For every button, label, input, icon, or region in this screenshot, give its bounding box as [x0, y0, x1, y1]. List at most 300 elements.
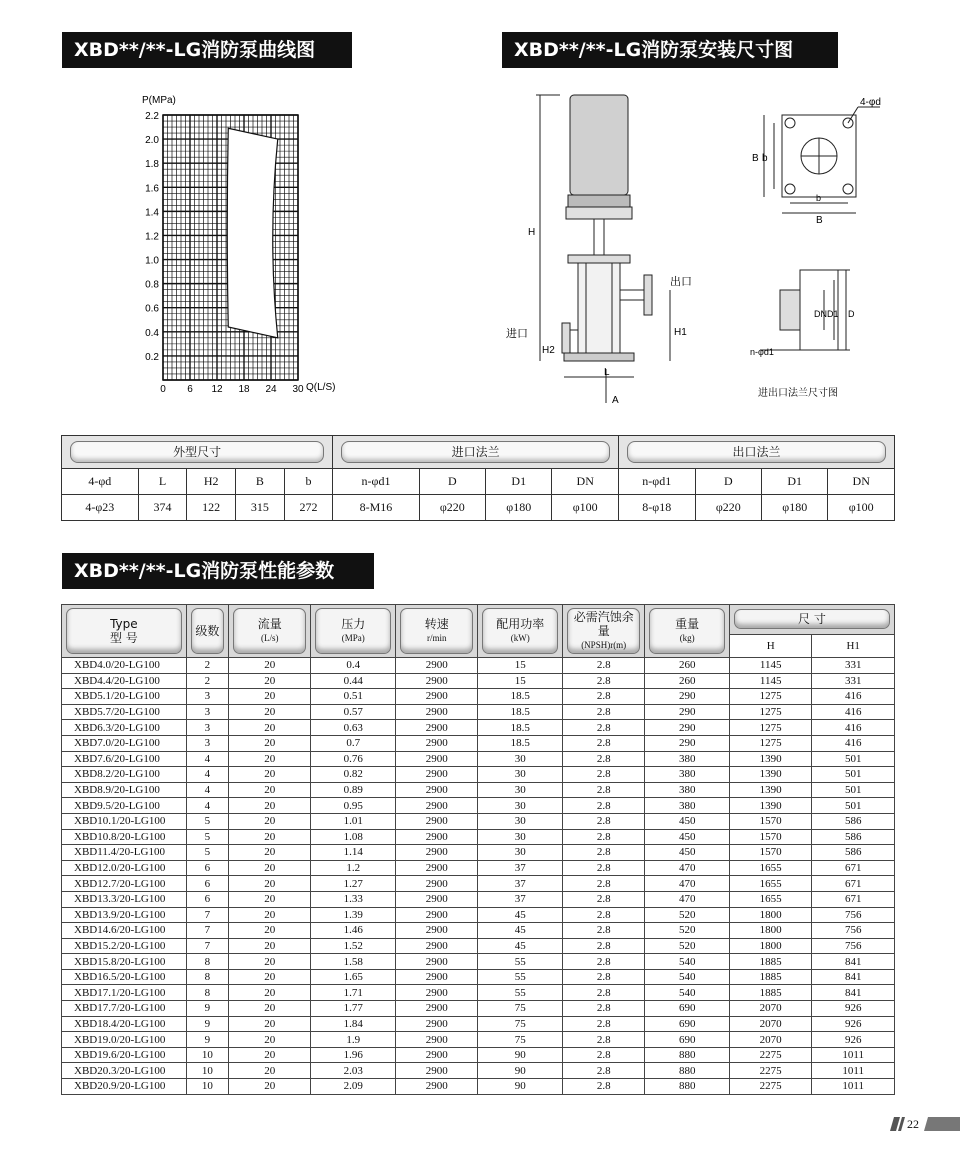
weight-header: 重量 (kg) — [649, 608, 725, 654]
table-cell: XBD8.9/20-LG100 — [62, 782, 187, 798]
table-cell: 2070 — [729, 1032, 811, 1048]
table-cell: 1011 — [812, 1079, 895, 1095]
dim-D1-label: D1 — [827, 309, 839, 319]
table-cell: 6 — [186, 891, 228, 907]
table-cell: 1275 — [729, 689, 811, 705]
table-cell: 1145 — [729, 673, 811, 689]
table-cell: 501 — [812, 751, 895, 767]
table-cell: 30 — [478, 782, 563, 798]
table-cell: 15 — [478, 673, 563, 689]
table-cell: 2.8 — [562, 907, 644, 923]
dim-b-label: b — [762, 153, 768, 164]
dim-value-cell: φ180 — [486, 495, 552, 521]
flange-holes-label: n-φd1 — [750, 347, 774, 357]
bolt-hole — [785, 118, 795, 128]
table-cell: 671 — [812, 876, 895, 892]
installation-drawing — [500, 85, 700, 415]
table-cell: XBD17.1/20-LG100 — [62, 985, 187, 1001]
table-cell: 260 — [645, 673, 730, 689]
table-cell: 18.5 — [478, 720, 563, 736]
table-row — [62, 829, 895, 845]
dim-H-label: H — [528, 227, 536, 238]
table-cell: 90 — [478, 1079, 563, 1095]
table-cell: 470 — [645, 860, 730, 876]
table-cell: 671 — [812, 891, 895, 907]
x-tick-label: 0 — [160, 384, 166, 395]
table-cell: 1.39 — [311, 907, 396, 923]
table-cell: 2.8 — [562, 689, 644, 705]
y-tick-label: 0.6 — [145, 303, 159, 315]
table-cell: 2900 — [395, 860, 477, 876]
table-cell: 20 — [228, 735, 310, 751]
table-cell: 37 — [478, 876, 563, 892]
page-number-tab — [890, 1117, 960, 1131]
table-row — [62, 1016, 895, 1032]
table-cell: 6 — [186, 876, 228, 892]
table-cell: 2.8 — [562, 829, 644, 845]
table-cell: 0.76 — [311, 751, 396, 767]
speed-header: 转速 r/min — [400, 608, 473, 654]
table-cell: 20 — [228, 1079, 310, 1095]
table-cell: XBD20.3/20-LG100 — [62, 1063, 187, 1079]
table-cell: XBD15.2/20-LG100 — [62, 938, 187, 954]
table-cell: 20 — [228, 938, 310, 954]
table-cell: 2900 — [395, 1016, 477, 1032]
table-cell: 2.8 — [562, 845, 644, 861]
table-cell: 2.8 — [562, 813, 644, 829]
table-cell: 2070 — [729, 1016, 811, 1032]
table-cell: 8 — [186, 954, 228, 970]
dim-value-cell: 315 — [236, 495, 285, 521]
table-cell: XBD4.4/20-LG100 — [62, 673, 187, 689]
table-cell: 8 — [186, 969, 228, 985]
table-cell: 880 — [645, 1079, 730, 1095]
outlet-label: 出口 — [670, 276, 692, 288]
dim-header-cell: B — [236, 469, 285, 495]
table-cell: 20 — [228, 876, 310, 892]
table-cell: 501 — [812, 798, 895, 814]
table-cell: 1800 — [729, 938, 811, 954]
table-cell: 1390 — [729, 767, 811, 783]
table-cell: 20 — [228, 891, 310, 907]
table-cell: 20 — [228, 954, 310, 970]
table-cell: 9 — [186, 1032, 228, 1048]
table-cell: 9 — [186, 1001, 228, 1017]
table-cell: 331 — [812, 673, 895, 689]
table-cell: XBD19.6/20-LG100 — [62, 1047, 187, 1063]
table-row — [62, 689, 895, 705]
table-cell: XBD9.5/20-LG100 — [62, 798, 187, 814]
table-cell: 470 — [645, 876, 730, 892]
table-cell: 926 — [812, 1032, 895, 1048]
holes-label: 4-φd — [860, 97, 881, 108]
dim-header-cell: n-φd1 — [618, 469, 695, 495]
table-cell: 671 — [812, 860, 895, 876]
table-cell: 2.8 — [562, 876, 644, 892]
table-cell: 20 — [228, 704, 310, 720]
table-cell: 20 — [228, 720, 310, 736]
dim-header-cell: DN — [828, 469, 895, 495]
table-cell: 1.01 — [311, 813, 396, 829]
table-cell: 2.8 — [562, 704, 644, 720]
table-cell: 2.8 — [562, 1032, 644, 1048]
table-cell: 540 — [645, 969, 730, 985]
dim-L-label: L — [604, 367, 610, 378]
table-cell: 2.8 — [562, 782, 644, 798]
group-outlet: 出口法兰 — [627, 441, 886, 463]
table-cell: 1390 — [729, 798, 811, 814]
table-cell: 290 — [645, 689, 730, 705]
dim-value-cell: 8-M16 — [333, 495, 419, 521]
table-cell: 2900 — [395, 954, 477, 970]
table-cell: 2.8 — [562, 720, 644, 736]
table-cell: 1.33 — [311, 891, 396, 907]
npsh-header: 必需汽蚀余量 (NPSH)r(m) — [567, 608, 640, 654]
table-cell: 2.8 — [562, 1079, 644, 1095]
table-cell: 1885 — [729, 954, 811, 970]
table-cell: 1275 — [729, 704, 811, 720]
dim-header-cell: b — [284, 469, 333, 495]
table-row — [62, 891, 895, 907]
table-cell: XBD5.1/20-LG100 — [62, 689, 187, 705]
table-row — [62, 658, 895, 674]
table-cell: 380 — [645, 751, 730, 767]
y-tick-label: 0.2 — [145, 351, 159, 363]
x-tick-label: 12 — [211, 384, 223, 395]
table-cell: 3 — [186, 704, 228, 720]
table-cell: 416 — [812, 720, 895, 736]
table-cell: 756 — [812, 938, 895, 954]
table-cell: 450 — [645, 813, 730, 829]
table-cell: 5 — [186, 845, 228, 861]
table-cell: XBD7.6/20-LG100 — [62, 751, 187, 767]
table-cell: 926 — [812, 1016, 895, 1032]
performance-section-title: XBD**/**-LG消防泵性能参数 — [62, 553, 374, 589]
motor-flange — [566, 207, 632, 219]
table-cell: 20 — [228, 751, 310, 767]
table-cell: 841 — [812, 954, 895, 970]
table-cell: 2 — [186, 658, 228, 674]
table-cell: 690 — [645, 1032, 730, 1048]
table-cell: 2900 — [395, 985, 477, 1001]
table-cell: 1.08 — [311, 829, 396, 845]
table-cell: 1275 — [729, 735, 811, 751]
performance-table — [61, 604, 895, 1095]
table-cell: 520 — [645, 938, 730, 954]
table-cell: 1655 — [729, 891, 811, 907]
table-row — [62, 938, 895, 954]
flange-caption: 进出口法兰尺寸图 — [758, 388, 838, 399]
table-row — [62, 876, 895, 892]
table-cell: 20 — [228, 1016, 310, 1032]
table-cell: 20 — [228, 860, 310, 876]
x-axis-label: Q(L/S) — [306, 382, 336, 393]
table-cell: 756 — [812, 923, 895, 939]
table-cell: 18.5 — [478, 735, 563, 751]
dim-header-cell: DN — [552, 469, 618, 495]
table-cell: 20 — [228, 689, 310, 705]
table-cell: 690 — [645, 1016, 730, 1032]
table-cell: 4 — [186, 798, 228, 814]
table-cell: 0.44 — [311, 673, 396, 689]
table-cell: 75 — [478, 1032, 563, 1048]
table-cell: 0.4 — [311, 658, 396, 674]
dim-value-row — [62, 495, 895, 521]
operating-region — [227, 128, 278, 338]
table-cell: 7 — [186, 938, 228, 954]
table-cell: 380 — [645, 767, 730, 783]
table-cell: 2900 — [395, 938, 477, 954]
table-row — [62, 860, 895, 876]
x-tick-label: 30 — [292, 384, 304, 395]
dim-value-cell: 4-φ23 — [62, 495, 139, 521]
table-cell: 0.95 — [311, 798, 396, 814]
table-cell: 0.57 — [311, 704, 396, 720]
table-cell: XBD13.3/20-LG100 — [62, 891, 187, 907]
table-cell: 8 — [186, 985, 228, 1001]
table-cell: 18.5 — [478, 689, 563, 705]
dim-value-cell: φ180 — [762, 495, 828, 521]
table-cell: 90 — [478, 1063, 563, 1079]
table-cell: 30 — [478, 829, 563, 845]
table-cell: 30 — [478, 767, 563, 783]
H-header: H — [729, 634, 811, 657]
group-outline: 外型尺寸 — [70, 441, 324, 463]
table-cell: 2900 — [395, 891, 477, 907]
table-cell: 75 — [478, 1016, 563, 1032]
table-cell: 690 — [645, 1001, 730, 1017]
table-cell: 4 — [186, 767, 228, 783]
table-cell: XBD11.4/20-LG100 — [62, 845, 187, 861]
dim-H1-label: H1 — [674, 327, 687, 338]
table-cell: 20 — [228, 969, 310, 985]
table-cell: 90 — [478, 1047, 563, 1063]
y-axis-label: P(MPa) — [142, 95, 176, 106]
dim-header-cell: D1 — [762, 469, 828, 495]
table-cell: 2.8 — [562, 954, 644, 970]
table-cell: 20 — [228, 673, 310, 689]
table-cell: 1011 — [812, 1063, 895, 1079]
dim-header-cell: 4-φd — [62, 469, 139, 495]
table-cell: 1885 — [729, 985, 811, 1001]
table-cell: 2.8 — [562, 767, 644, 783]
table-row — [62, 798, 895, 814]
table-cell: 1.65 — [311, 969, 396, 985]
table-cell: 2.8 — [562, 751, 644, 767]
table-row — [62, 735, 895, 751]
table-cell: 2900 — [395, 798, 477, 814]
table-cell: 10 — [186, 1063, 228, 1079]
table-cell: 2.09 — [311, 1079, 396, 1095]
table-cell: 2275 — [729, 1079, 811, 1095]
table-cell: XBD20.9/20-LG100 — [62, 1079, 187, 1095]
dim-value-cell: φ220 — [695, 495, 761, 521]
table-cell: 30 — [478, 798, 563, 814]
table-cell: 2900 — [395, 829, 477, 845]
table-cell: 55 — [478, 985, 563, 1001]
dim-value-cell: φ100 — [828, 495, 895, 521]
table-cell: 2.8 — [562, 860, 644, 876]
table-cell: 2900 — [395, 813, 477, 829]
table-row — [62, 673, 895, 689]
table-cell: 5 — [186, 813, 228, 829]
table-cell: 2900 — [395, 1032, 477, 1048]
table-cell: 1570 — [729, 813, 811, 829]
table-cell: 2900 — [395, 704, 477, 720]
install-section-title: XBD**/**-LG消防泵安装尺寸图 — [502, 32, 838, 68]
table-cell: 2.8 — [562, 798, 644, 814]
flow-header: 流量 (L/s) — [233, 608, 306, 654]
table-cell: 20 — [228, 782, 310, 798]
table-cell: 1.14 — [311, 845, 396, 861]
table-cell: 586 — [812, 829, 895, 845]
table-row — [62, 923, 895, 939]
power-header: 配用功率 (kW) — [482, 608, 558, 654]
dim-header-cell: D1 — [486, 469, 552, 495]
table-cell: 880 — [645, 1063, 730, 1079]
table-cell: XBD4.0/20-LG100 — [62, 658, 187, 674]
table-cell: 3 — [186, 720, 228, 736]
size-header: 尺 寸 — [734, 609, 890, 629]
dim-value-cell: 272 — [284, 495, 333, 521]
table-cell: 1570 — [729, 829, 811, 845]
table-cell: 1390 — [729, 751, 811, 767]
table-cell: 1.84 — [311, 1016, 396, 1032]
table-cell: 2900 — [395, 782, 477, 798]
table-cell: 1.96 — [311, 1047, 396, 1063]
table-cell: 45 — [478, 938, 563, 954]
table-cell: 7 — [186, 907, 228, 923]
table-cell: 380 — [645, 782, 730, 798]
table-cell: 540 — [645, 954, 730, 970]
y-tick-label: 2.0 — [145, 135, 159, 147]
dim-value-cell: 122 — [187, 495, 236, 521]
table-cell: 7 — [186, 923, 228, 939]
table-cell: 586 — [812, 813, 895, 829]
inlet-flange — [562, 323, 570, 353]
table-cell: 4 — [186, 751, 228, 767]
table-cell: 1.77 — [311, 1001, 396, 1017]
table-cell: 2 — [186, 673, 228, 689]
table-cell: 2.8 — [562, 1063, 644, 1079]
table-cell: 20 — [228, 829, 310, 845]
y-tick-label: 1.0 — [145, 255, 159, 267]
curve-section-title: XBD**/**-LG消防泵曲线图 — [62, 32, 352, 68]
table-cell: 501 — [812, 767, 895, 783]
table-cell: 45 — [478, 923, 563, 939]
table-cell: 2900 — [395, 1047, 477, 1063]
table-cell: 18.5 — [478, 704, 563, 720]
table-cell: 20 — [228, 658, 310, 674]
bolt-hole — [785, 184, 795, 194]
table-cell: XBD13.9/20-LG100 — [62, 907, 187, 923]
table-cell: 1.9 — [311, 1032, 396, 1048]
table-cell: 2900 — [395, 1063, 477, 1079]
table-cell: 520 — [645, 923, 730, 939]
dim-header-cell: L — [138, 469, 187, 495]
table-cell: XBD17.7/20-LG100 — [62, 1001, 187, 1017]
table-cell: 2900 — [395, 845, 477, 861]
pump-base — [564, 353, 634, 361]
performance-curve-chart — [130, 85, 350, 400]
table-cell: 0.89 — [311, 782, 396, 798]
table-row — [62, 720, 895, 736]
table-cell: 1.58 — [311, 954, 396, 970]
table-cell: 2.8 — [562, 923, 644, 939]
table-cell: XBD19.0/20-LG100 — [62, 1032, 187, 1048]
table-cell: XBD16.5/20-LG100 — [62, 969, 187, 985]
table-cell: 20 — [228, 1047, 310, 1063]
table-cell: 290 — [645, 735, 730, 751]
table-cell: 1885 — [729, 969, 811, 985]
outlet-flange — [644, 275, 652, 315]
table-cell: 15 — [478, 658, 563, 674]
dim-D-label: D — [848, 309, 855, 319]
dim-b-bottom-label: b — [816, 193, 822, 203]
y-tick-label: 1.6 — [145, 183, 159, 195]
table-cell: 470 — [645, 891, 730, 907]
table-cell: 2070 — [729, 1001, 811, 1017]
y-tick-label: 1.8 — [145, 159, 159, 171]
table-cell: 20 — [228, 1032, 310, 1048]
dim-header-cell: n-φd1 — [333, 469, 419, 495]
table-row — [62, 845, 895, 861]
table-row — [62, 813, 895, 829]
table-cell: 416 — [812, 689, 895, 705]
table-cell: 416 — [812, 735, 895, 751]
table-cell: 450 — [645, 845, 730, 861]
table-cell: 0.82 — [311, 767, 396, 783]
table-cell: XBD10.8/20-LG100 — [62, 829, 187, 845]
table-cell: 1.46 — [311, 923, 396, 939]
table-cell: XBD5.7/20-LG100 — [62, 704, 187, 720]
table-cell: 926 — [812, 1001, 895, 1017]
table-cell: XBD14.6/20-LG100 — [62, 923, 187, 939]
table-row — [62, 751, 895, 767]
stages-header: 级数 — [191, 608, 224, 654]
table-row — [62, 954, 895, 970]
table-cell: 331 — [812, 658, 895, 674]
table-cell: 20 — [228, 923, 310, 939]
y-tick-label: 0.8 — [145, 279, 159, 291]
table-cell: 2900 — [395, 923, 477, 939]
inlet-label: 进口 — [506, 328, 528, 340]
table-row — [62, 1001, 895, 1017]
table-cell: 20 — [228, 985, 310, 1001]
table-cell: 2900 — [395, 767, 477, 783]
table-cell: 2900 — [395, 751, 477, 767]
table-cell: 30 — [478, 751, 563, 767]
dim-header-row — [62, 469, 895, 495]
dim-value-cell: φ100 — [552, 495, 618, 521]
dim-value-cell: φ220 — [419, 495, 485, 521]
table-cell: 4 — [186, 782, 228, 798]
table-cell: 2.8 — [562, 658, 644, 674]
table-cell: 1.2 — [311, 860, 396, 876]
table-cell: 290 — [645, 704, 730, 720]
x-tick-label: 18 — [238, 384, 250, 395]
y-tick-label: 2.2 — [145, 111, 159, 122]
motor-base — [568, 195, 630, 207]
table-cell: 2.8 — [562, 1016, 644, 1032]
table-cell: 501 — [812, 782, 895, 798]
table-row — [62, 969, 895, 985]
table-cell: 290 — [645, 720, 730, 736]
pressure-header: 压力 (MPa) — [315, 608, 391, 654]
table-cell: 1570 — [729, 845, 811, 861]
table-cell: XBD8.2/20-LG100 — [62, 767, 187, 783]
table-cell: 380 — [645, 798, 730, 814]
